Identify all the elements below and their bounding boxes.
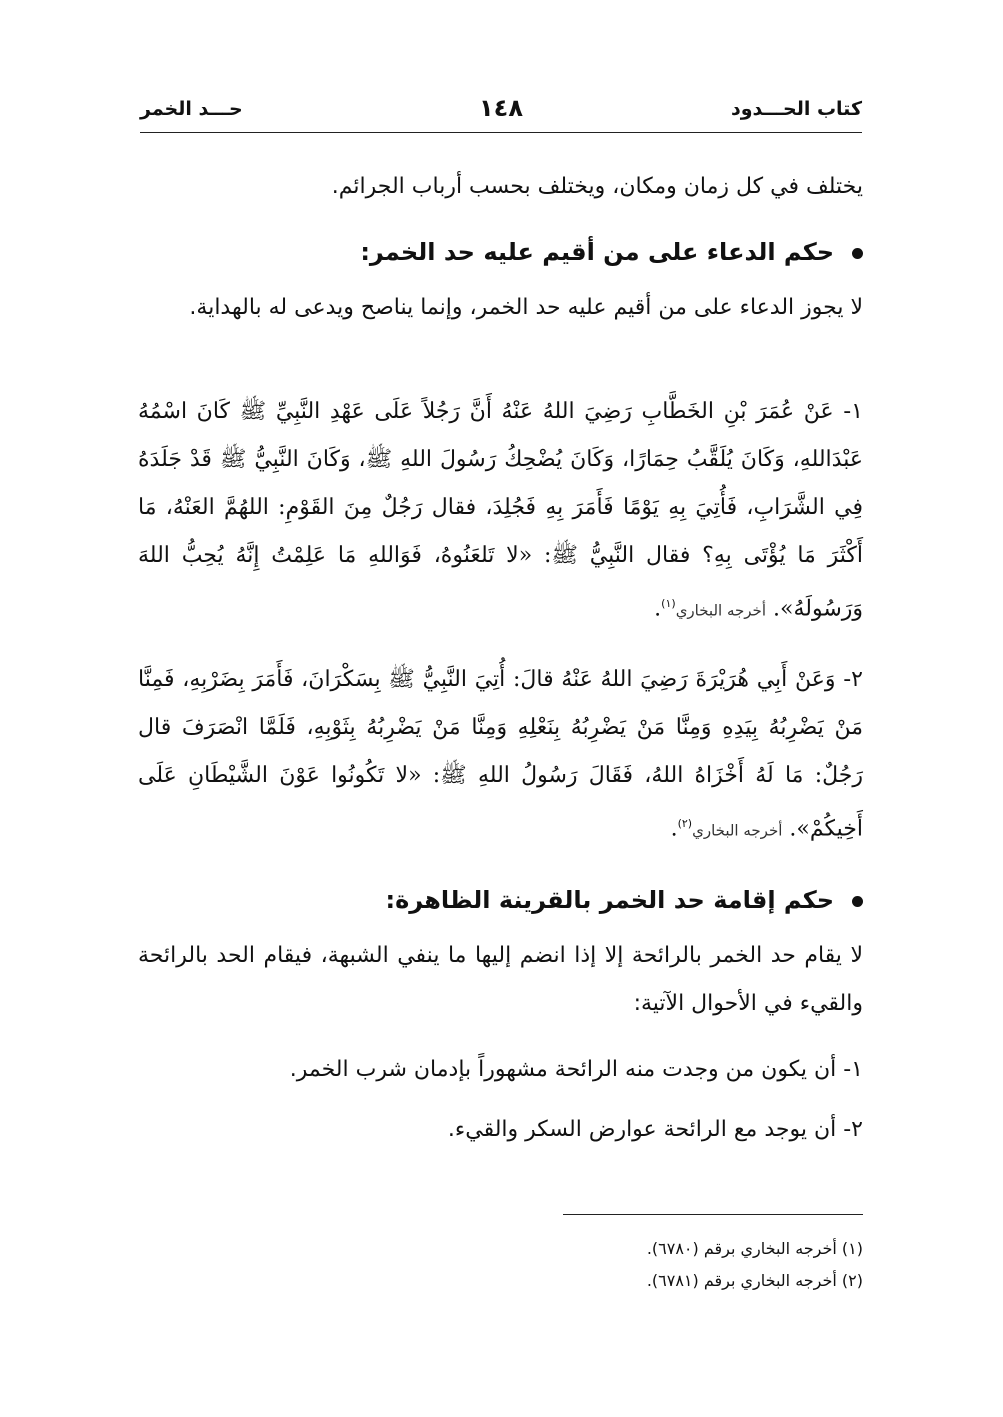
list-item: ٢- أن يوجد مع الرائحة عوارض السكر والقيء. — [447, 1117, 863, 1142]
footnote-1: (١) أخرجه البخاري برقم (٦٧٨٠). — [646, 1239, 863, 1258]
hadith-1: ١- عَنْ عُمَرَ بْنِ الخَطَّابِ رَضِيَ اللهُ عَنْهُ أَنَّ رَجُلاً عَلَى عَهْدِ النَّبِيِّ ﷺ كَانَ اسْمُهُ عَبْدَاللهِ، وَكَانَ يُلَقَّبُ حِمَارًا، وَكَانَ يُضْحِكُ رَسُولَ اللهِ ﷺ، وَكَانَ النَّبِيُّ ﷺ قَدْ جَلَدَهُ فِي الشَّرَابِ، فَأُتِيَ بِهِ يَوْمًا فَأَمَرَ بِهِ فَجُلِدَ، فقال رَجُلٌ مِنَ القَوْمِ: اللهُمَّ العَنْهُ، مَا أَكْثَرَ مَا يُؤْتَى بِهِ؟ فقال النَّبِيُّ ﷺ: «لا تَلعَنُوهُ، فَوَاللهِ مَا عَلِمْتُ إِنَّهُ يُحِبُّ اللهَ وَرَسُولَهُ». أخرجه البخاري$^{(١)}$. — [138, 399, 863, 622]
section-heading-dua-text: حكم الدعاء على من أقيم عليه حد الخمر: — [360, 238, 834, 266]
section-heading-evidence-text: حكم إقامة حد الخمر بالقرينة الظاهرة: — [385, 886, 834, 914]
bullet-icon — [852, 248, 863, 259]
hadith-1-text: عَنْ عُمَرَ بْنِ الخَطَّابِ رَضِيَ اللهُ عَنْهُ أَنَّ رَجُلاً عَلَى عَهْدِ النَّبِيِّ ﷺ كَانَ اسْمُهُ عَبْدَاللهِ، وَكَانَ يُلَقَّبُ حِمَارًا، وَكَانَ يُضْحِكُ رَسُولَ اللهِ ﷺ، وَكَانَ النَّبِيُّ ﷺ قَدْ جَلَدَهُ فِي الشَّرَابِ، فَأُتِيَ بِهِ يَوْمًا فَأَمَرَ بِهِ فَجُلِدَ، فقال رَجُلٌ مِنَ القَوْمِ: اللهُمَّ العَنْهُ، مَا أَكْثَرَ مَا يُؤْتَى بِهِ؟ فقال النَّبِيُّ ﷺ: «لا تَلعَنُوهُ، فَوَاللهِ مَا عَلِمْتُ إِنَّهُ يُحِبُّ اللهَ وَرَسُولَهُ». — [138, 399, 863, 622]
footnote-divider — [563, 1214, 863, 1215]
section-paragraph-evidence: لا يقام حد الخمر بالرائحة إلا إذا انضم إليها ما ينفي الشبهة، فيقام الحد بالرائحة والقيء في الأحوال الآتية: — [138, 943, 863, 1016]
footnote-ref-2: (٢) — [677, 817, 693, 830]
bullet-icon — [852, 896, 863, 907]
hadith-2-number: ٢- — [843, 667, 863, 692]
footnote-ref-1: (١) — [661, 597, 676, 610]
section-heading-evidence — [138, 880, 863, 920]
hadith-1-number: ١- — [843, 399, 863, 424]
footnote-2: (٢) أخرجه البخاري برقم (٦٧٨١). — [646, 1271, 863, 1290]
hadith-2-text: وَعَنْ أَبِي هُرَيْرَةَ رَضِيَ اللهُ عَنْهُ قالَ: أُتِيَ النَّبِيُّ ﷺ بِسَكْرَانَ، فَأَمَرَ بِضَرْبِهِ، فَمِنَّا مَنْ يَضْرِبُهُ بِيَدِهِ وَمِنَّا مَنْ يَضْرِبُهُ بِنَعْلِهِ وَمِنَّا مَنْ يَضْرِبُهُ بِثَوْبِهِ، فَلَمَّا انْصَرَفَ قال رَجُلٌ: مَا لَهُ أَخْزَاهُ اللهُ، فَقَالَ رَسُولُ اللهِ ﷺ: «لا تَكُونُوا عَوْنَ الشَّيْطَانِ عَلَى أَخِيكُمْ». — [138, 667, 863, 842]
section-heading-dua — [138, 232, 863, 272]
running-header — [140, 92, 862, 133]
list-item: ١- أن يكون من وجدت منه الرائحة مشهوراً بإدمان شرب الخمر. — [289, 1057, 863, 1082]
section-paragraph-dua: لا يجوز الدعاء على من أقيم عليه حد الخمر، وإنما يناصح ويدعى له بالهداية. — [189, 295, 863, 320]
intro-line: يختلف في كل زمان ومكان، ويختلف بحسب أرباب الجرائم. — [331, 174, 863, 199]
hadith-2-source: أخرجه البخاري — [692, 821, 783, 840]
chapter-title: حـــد الخمر — [140, 98, 243, 120]
page-number: ١٤٨ — [479, 94, 523, 122]
hadith-2: ٢- وَعَنْ أَبِي هُرَيْرَةَ رَضِيَ اللهُ عَنْهُ قالَ: أُتِيَ النَّبِيُّ ﷺ بِسَكْرَانَ، فَأَمَرَ بِضَرْبِهِ، فَمِنَّا مَنْ يَضْرِبُهُ بِيَدِهِ وَمِنَّا مَنْ يَضْرِبُهُ بِنَعْلِهِ وَمِنَّا مَنْ يَضْرِبُهُ بِثَوْبِهِ، فَلَمَّا انْصَرَفَ قال رَجُلٌ: مَا لَهُ أَخْزَاهُ اللهُ، فَقَالَ رَسُولُ اللهِ ﷺ: «لا تَكُونُوا عَوْنَ الشَّيْطَانِ عَلَى أَخِيكُمْ». أخرجه البخاري$^{(٢)}$. — [138, 667, 863, 842]
hadith-1-source: أخرجه البخاري — [675, 601, 766, 620]
book-title: كتاب الحـــدود — [730, 98, 862, 120]
